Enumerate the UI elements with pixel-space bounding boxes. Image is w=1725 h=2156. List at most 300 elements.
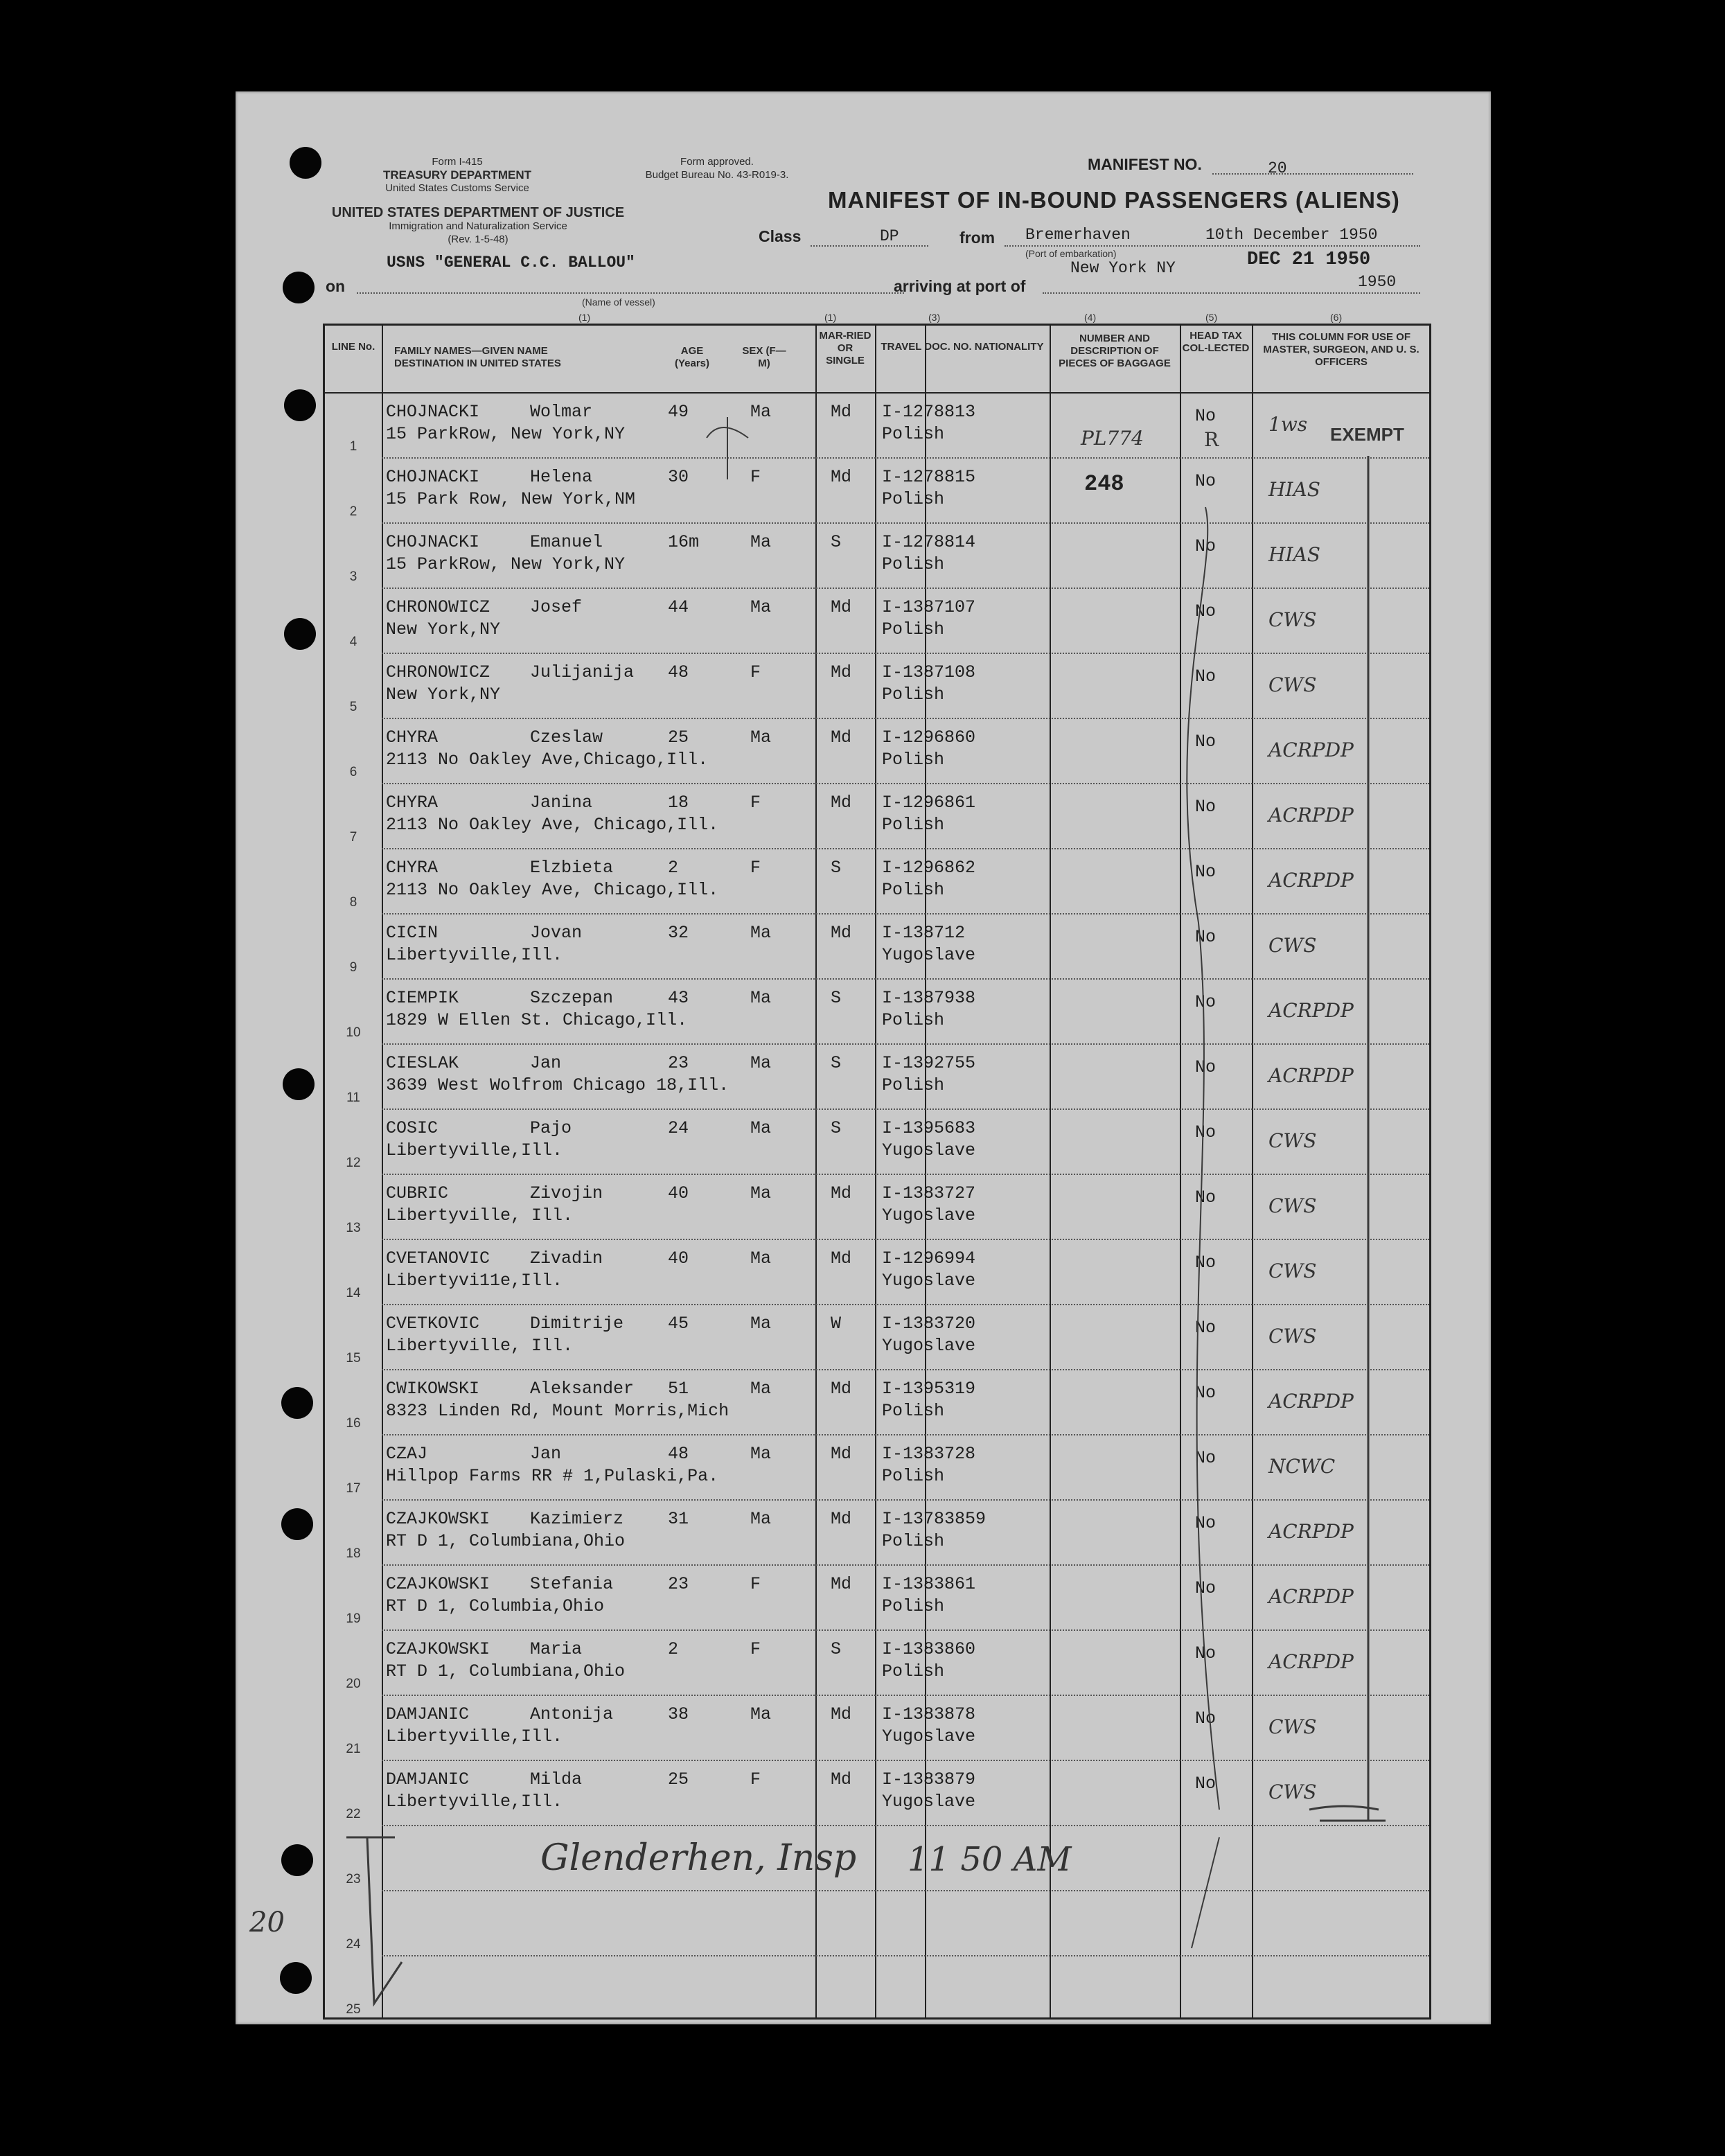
family-name: CHYRA <box>386 727 439 748</box>
travel-doc-no: I-138712 <box>882 923 966 943</box>
col-divider <box>875 326 876 2017</box>
travel-doc-no: I-1383860 <box>882 1639 976 1659</box>
family-name: CIEMPIK <box>386 988 459 1008</box>
class-value: DP <box>880 227 899 245</box>
sex: Ma <box>750 1444 772 1464</box>
underline <box>1212 173 1413 175</box>
row-divider <box>382 1890 1429 1891</box>
underline <box>1043 292 1420 294</box>
budget-block: Form approved. Budget Bureau No. 43-R019-3. <box>645 156 789 181</box>
head-tax: No <box>1195 797 1217 817</box>
row-divider <box>382 1174 1429 1175</box>
marital-status: S <box>831 1639 842 1659</box>
age: 40 <box>668 1248 689 1269</box>
marital-status: S <box>831 858 842 878</box>
officer-note: ACRPDP <box>1268 1390 1354 1413</box>
marital-status: Md <box>831 597 852 617</box>
head-tax: No <box>1195 1057 1217 1077</box>
travel-doc-no: I-1387938 <box>882 988 976 1008</box>
head-tax: No <box>1195 992 1217 1012</box>
destination: 1829 W Ellen St. Chicago,Ill. <box>386 1010 688 1030</box>
travel-doc-no: I-1387108 <box>882 662 976 682</box>
arrival-port: New York NY <box>1070 259 1176 277</box>
col-header-name: FAMILY NAMES—GIVEN NAME DESTINATION IN UNITED STATES <box>394 345 561 369</box>
nationality: Polish <box>882 1531 945 1551</box>
officer-note: CWS <box>1268 608 1317 631</box>
row-divider <box>382 653 1429 654</box>
sex: Ma <box>750 1314 772 1334</box>
sex: F <box>750 1769 761 1790</box>
row-divider <box>382 1304 1429 1305</box>
underline <box>1005 245 1420 247</box>
travel-doc-no: I-1383727 <box>882 1183 976 1203</box>
travel-doc-no: I-1296994 <box>882 1248 976 1269</box>
col-header-baggage: NUMBER AND DESCRIPTION OF PIECES OF BAGGAGE <box>1059 333 1171 369</box>
officer-note: HIAS <box>1268 543 1320 566</box>
given-name: Kazimierz <box>530 1509 624 1529</box>
row-divider <box>382 1629 1429 1631</box>
head-tax: No <box>1195 1774 1217 1794</box>
line-number: 13 <box>346 1221 361 1235</box>
travel-doc-no: I-1278815 <box>882 467 976 487</box>
marital-status: Md <box>831 402 852 422</box>
line-number: 22 <box>346 1807 361 1821</box>
family-name: CICIN <box>386 923 439 943</box>
row-divider <box>382 848 1429 849</box>
age: 30 <box>668 467 689 487</box>
col-number: (3) <box>928 312 941 323</box>
given-name: Helena <box>530 467 593 487</box>
age: 48 <box>668 662 689 682</box>
nationality: Polish <box>882 1075 945 1095</box>
line-number: 12 <box>346 1156 361 1170</box>
family-name: CWIKOWSKI <box>386 1379 480 1399</box>
col-divider <box>1180 326 1181 2017</box>
manifest-no: 20 <box>1268 159 1287 177</box>
underline <box>811 245 928 247</box>
col-divider <box>815 326 817 2017</box>
age: 18 <box>668 793 689 813</box>
row-divider <box>382 522 1429 524</box>
line-number: 4 <box>349 635 357 649</box>
marital-status: Md <box>831 1769 852 1790</box>
age: 32 <box>668 923 689 943</box>
arrival-year: 1950 <box>1358 273 1397 291</box>
row-divider <box>382 1760 1429 1761</box>
marital-status: Md <box>831 1183 852 1203</box>
line-number: 5 <box>349 700 357 714</box>
header-divider <box>325 392 1429 394</box>
row-divider <box>382 1695 1429 1696</box>
time-stamp: 11 50 AM <box>908 1840 1072 1879</box>
sex: Ma <box>750 1509 772 1529</box>
row-divider <box>382 1955 1429 1956</box>
given-name: Wolmar <box>530 402 593 422</box>
underline <box>357 292 904 294</box>
nationality: Yugoslave <box>882 1205 976 1226</box>
col-number: (4) <box>1084 312 1097 323</box>
nationality: Polish <box>882 880 945 900</box>
destination: 15 ParkRow, New York,NY <box>386 424 626 444</box>
row-divider <box>382 978 1429 980</box>
travel-doc-no: I-1387107 <box>882 597 976 617</box>
family-name: DAMJANIC <box>386 1769 470 1790</box>
punch-hole <box>284 618 316 650</box>
line-number: 9 <box>349 960 357 975</box>
col-divider <box>1252 326 1253 2017</box>
head-tax: No <box>1195 406 1217 426</box>
officer-note: HIAS <box>1268 478 1320 501</box>
destination: Libertyville,Ill. <box>386 945 563 965</box>
officer-note: CWS <box>1268 1325 1317 1348</box>
arrival-date-stamp: DEC 21 1950 <box>1247 249 1371 270</box>
sex: Ma <box>750 1118 772 1138</box>
officer-note: CWS <box>1268 1129 1317 1152</box>
travel-doc-no: I-1383720 <box>882 1314 976 1334</box>
marital-status: S <box>831 1118 842 1138</box>
col-number: (1) <box>578 312 591 323</box>
port-embarkation: Bremerhaven <box>1025 226 1131 244</box>
family-name: CVETANOVIC <box>386 1248 490 1269</box>
destination: 3639 West Wolfrom Chicago 18,Ill. <box>386 1075 729 1095</box>
head-tax: No <box>1195 666 1217 687</box>
age: 38 <box>668 1704 689 1724</box>
col-number: (6) <box>1330 312 1343 323</box>
sex: Ma <box>750 727 772 748</box>
age: 40 <box>668 1183 689 1203</box>
officer-note: CWS <box>1268 1260 1317 1282</box>
head-tax: No <box>1195 1122 1217 1142</box>
nationality: Yugoslave <box>882 1726 976 1747</box>
manifest-no-label: MANIFEST NO. <box>1088 155 1202 173</box>
age: 2 <box>668 1639 679 1659</box>
destination: Libertyville,Ill. <box>386 1726 563 1747</box>
family-name: CHYRA <box>386 858 439 878</box>
sex: Ma <box>750 1704 772 1724</box>
line-number: 21 <box>346 1742 361 1756</box>
family-name: CHOJNACKI <box>386 532 480 552</box>
marital-status: Md <box>831 1248 852 1269</box>
sex: Ma <box>750 1183 772 1203</box>
col-divider <box>1050 326 1051 2017</box>
marital-status: S <box>831 1053 842 1073</box>
sex: F <box>750 793 761 813</box>
given-name: Elzbieta <box>530 858 614 878</box>
given-name: Jan <box>530 1053 562 1073</box>
nationality: Polish <box>882 750 945 770</box>
officer-note: 1ws <box>1268 413 1308 436</box>
officer-note: ACRPDP <box>1268 1650 1354 1673</box>
given-name: Julijanija <box>530 662 635 682</box>
sex: F <box>750 1574 761 1594</box>
line-number: 25 <box>346 2002 361 2017</box>
head-tax: No <box>1195 732 1217 752</box>
line-number: 14 <box>346 1286 361 1300</box>
nationality: Polish <box>882 684 945 705</box>
margin-number: 20 <box>249 1907 285 1938</box>
marital-status: Md <box>831 1704 852 1724</box>
sex: F <box>750 467 761 487</box>
given-name: Zivadin <box>530 1248 603 1269</box>
col-header-officers: THIS COLUMN FOR USE OF MASTER, SURGEON, AND U. S. OFFICERS <box>1263 331 1419 368</box>
nationality: Yugoslave <box>882 1792 976 1812</box>
family-name: CVETKOVIC <box>386 1314 480 1334</box>
punch-hole <box>284 389 316 421</box>
marital-status: Md <box>831 923 852 943</box>
age: 24 <box>668 1118 689 1138</box>
travel-doc-no: I-1383728 <box>882 1444 976 1464</box>
sex: Ma <box>750 923 772 943</box>
vessel-name: USNS "GENERAL C.C. BALLOU" <box>387 254 635 272</box>
sex: Ma <box>750 1053 772 1073</box>
row-divider <box>382 1239 1429 1240</box>
family-name: CZAJKOWSKI <box>386 1574 490 1594</box>
family-name: CHOJNACKI <box>386 402 480 422</box>
age: 23 <box>668 1053 689 1073</box>
age: 44 <box>668 597 689 617</box>
marital-status: Md <box>831 1509 852 1529</box>
travel-doc-no: I-1383878 <box>882 1704 976 1724</box>
travel-doc-no: I-1395319 <box>882 1379 976 1399</box>
given-name: Jan <box>530 1444 562 1464</box>
officer-note: CWS <box>1268 1715 1317 1738</box>
sex: Ma <box>750 1379 772 1399</box>
officer-note: ACRPDP <box>1268 1585 1354 1608</box>
form-block: Form I-415 TREASURY DEPARTMENT United States Customs Service <box>382 156 532 194</box>
line-number: 6 <box>349 765 357 779</box>
inspector-signature: Glenderhen, Insp <box>540 1837 857 1879</box>
destination: 2113 No Oakley Ave, Chicago,Ill. <box>386 815 719 835</box>
given-name: Zivojin <box>530 1183 603 1203</box>
age: 43 <box>668 988 689 1008</box>
given-name: Emanuel <box>530 532 603 552</box>
age: 2 <box>668 858 679 878</box>
head-tax: No <box>1195 1187 1217 1208</box>
destination: Libertyville, Ill. <box>386 1336 574 1356</box>
given-name: Jovan <box>530 923 583 943</box>
page-title: MANIFEST OF IN-BOUND PASSENGERS (ALIENS) <box>828 187 1400 213</box>
row-divider <box>382 1825 1429 1826</box>
age: 25 <box>668 727 689 748</box>
nationality: Polish <box>882 1401 945 1421</box>
row-divider <box>382 1108 1429 1110</box>
given-name: Dimitrije <box>530 1314 624 1334</box>
nationality: Polish <box>882 1596 945 1616</box>
head-tax: No <box>1195 1513 1217 1533</box>
family-name: CZAJKOWSKI <box>386 1639 490 1659</box>
line-number: 10 <box>346 1025 361 1040</box>
head-tax: No <box>1195 1318 1217 1338</box>
sex: Ma <box>750 988 772 1008</box>
given-name: Antonija <box>530 1704 614 1724</box>
destination: Libertyville,Ill. <box>386 1792 563 1812</box>
officer-note: CWS <box>1268 1194 1317 1217</box>
officer-note: CWS <box>1268 934 1317 957</box>
destination: 15 Park Row, New York,NM <box>386 489 636 509</box>
given-name: Aleksander <box>530 1379 635 1399</box>
sex: Ma <box>750 597 772 617</box>
port-caption: (Port of embarkation) <box>1025 248 1117 259</box>
family-name: CHYRA <box>386 793 439 813</box>
age: 31 <box>668 1509 689 1529</box>
exempt-stamp: EXEMPT <box>1330 424 1404 445</box>
officer-note: ACRPDP <box>1268 739 1354 761</box>
col-divider <box>382 326 383 2017</box>
age: 45 <box>668 1314 689 1334</box>
sex: F <box>750 858 761 878</box>
row-divider <box>382 1369 1429 1370</box>
destination: Libertyville, Ill. <box>386 1205 574 1226</box>
col-number: (1) <box>824 312 837 323</box>
given-name: Milda <box>530 1769 583 1790</box>
line-number: 23 <box>346 1872 361 1886</box>
family-name: CUBRIC <box>386 1183 449 1203</box>
marital-status: S <box>831 532 842 552</box>
given-name: Janina <box>530 793 593 813</box>
travel-doc-no: I-1278813 <box>882 402 976 422</box>
travel-doc-no: I-13783859 <box>882 1509 987 1529</box>
officer-note: CWS <box>1268 673 1317 696</box>
nationality: Yugoslave <box>882 1336 976 1356</box>
destination: Hillpop Farms RR # 1,Pulaski,Pa. <box>386 1466 719 1486</box>
destination: 2113 No Oakley Ave,Chicago,Ill. <box>386 750 709 770</box>
col-header-age: AGE (Years) <box>674 345 710 369</box>
col-header-sex: SEX (F—M) <box>742 345 786 369</box>
travel-doc-no: I-1278814 <box>882 532 976 552</box>
sex: F <box>750 662 761 682</box>
family-name: CZAJ <box>386 1444 428 1464</box>
given-name: Maria <box>530 1639 583 1659</box>
row-divider <box>382 718 1429 719</box>
punch-hole <box>283 1068 315 1100</box>
nationality: Polish <box>882 1010 945 1030</box>
travel-doc-no: I-1392755 <box>882 1053 976 1073</box>
officer-note: ACRPDP <box>1268 999 1354 1022</box>
marital-status: Md <box>831 1444 852 1464</box>
age: 25 <box>668 1769 689 1790</box>
destination: New York,NY <box>386 684 501 705</box>
col-header-line: LINE No. <box>331 341 375 353</box>
punch-hole <box>281 1387 313 1419</box>
destination: New York,NY <box>386 619 501 639</box>
punch-hole <box>283 272 315 303</box>
marital-status: Md <box>831 662 852 682</box>
destination: Libertyvi11e,Ill. <box>386 1271 563 1291</box>
travel-doc-no: I-1395683 <box>882 1118 976 1138</box>
row-divider <box>382 1564 1429 1566</box>
age: 49 <box>668 402 689 422</box>
nationality: Yugoslave <box>882 1271 976 1291</box>
officer-note: ACRPDP <box>1268 869 1354 892</box>
from-label: from <box>959 229 996 247</box>
line-number: 16 <box>346 1416 361 1431</box>
row-divider <box>382 1043 1429 1045</box>
punch-hole <box>290 147 321 179</box>
nationality: Polish <box>882 424 945 444</box>
destination: RT D 1, Columbiana,Ohio <box>386 1661 626 1681</box>
line-number: 7 <box>349 830 357 845</box>
given-name: Josef <box>530 597 583 617</box>
head-tax: No <box>1195 1643 1217 1663</box>
age: 48 <box>668 1444 689 1464</box>
nationality: Yugoslave <box>882 1140 976 1160</box>
sex: Ma <box>750 1248 772 1269</box>
line-number: 17 <box>346 1481 361 1496</box>
head-tax: No <box>1195 927 1217 947</box>
nationality: Polish <box>882 815 945 835</box>
nationality: Polish <box>882 489 945 509</box>
r-circle: R <box>1204 428 1219 451</box>
travel-doc-no: I-1296862 <box>882 858 976 878</box>
destination: Libertyville,Ill. <box>386 1140 563 1160</box>
officer-note: ACRPDP <box>1268 1520 1354 1543</box>
row-divider <box>382 1434 1429 1435</box>
row-divider <box>382 783 1429 784</box>
class-label: Class <box>759 227 802 245</box>
head-tax: No <box>1195 471 1217 491</box>
family-name: CIESLAK <box>386 1053 459 1073</box>
line-number: 1 <box>349 439 357 454</box>
line-number: 19 <box>346 1611 361 1626</box>
marital-status: Md <box>831 1379 852 1399</box>
vessel-caption: (Name of vessel) <box>582 297 655 308</box>
on-label: on <box>326 277 346 295</box>
line-number: 11 <box>346 1090 360 1105</box>
age: 16m <box>668 532 700 552</box>
officer-note: ACRPDP <box>1268 804 1354 827</box>
row-divider <box>382 587 1429 589</box>
family-name: CZAJKOWSKI <box>386 1509 490 1529</box>
col-number: (5) <box>1205 312 1218 323</box>
arriving-label: arriving at port of <box>894 277 1026 295</box>
family-name: COSIC <box>386 1118 439 1138</box>
passenger-table <box>323 324 1431 2020</box>
family-name: DAMJANIC <box>386 1704 470 1724</box>
head-tax: No <box>1195 862 1217 882</box>
line-number: 20 <box>346 1677 361 1691</box>
family-name: CHRONOWICZ <box>386 597 490 617</box>
nationality: Polish <box>882 619 945 639</box>
given-name: Pajo <box>530 1118 572 1138</box>
family-name: CHOJNACKI <box>386 467 480 487</box>
punch-hole <box>280 1962 312 1994</box>
head-tax: No <box>1195 1253 1217 1273</box>
sex: Ma <box>750 402 772 422</box>
marital-status: Md <box>831 727 852 748</box>
officer-note: NCWC <box>1268 1455 1336 1478</box>
row-divider <box>382 1499 1429 1501</box>
col-header-tax: HEAD TAX COL-LECTED <box>1182 330 1250 354</box>
destination: 2113 No Oakley Ave, Chicago,Ill. <box>386 880 719 900</box>
line-number: 24 <box>346 1937 361 1952</box>
marital-status: S <box>831 988 842 1008</box>
given-name: Stefania <box>530 1574 614 1594</box>
head-tax: No <box>1195 536 1217 556</box>
departure-date: 10th December 1950 <box>1205 226 1378 244</box>
destination: RT D 1, Columbiana,Ohio <box>386 1531 626 1551</box>
line-number: 3 <box>349 569 357 584</box>
destination: 8323 Linden Rd, Mount Morris,Mich <box>386 1401 729 1421</box>
nationality: Yugoslave <box>882 945 976 965</box>
head-tax: No <box>1195 1708 1217 1729</box>
nationality: Polish <box>882 1661 945 1681</box>
marital-status: Md <box>831 793 852 813</box>
punch-hole <box>281 1508 313 1540</box>
line-number: 2 <box>349 504 357 519</box>
age: 51 <box>668 1379 689 1399</box>
col-header-travel: TRAVEL DOC. NO. NATIONALITY <box>881 341 1044 353</box>
col-divider <box>925 326 926 2017</box>
